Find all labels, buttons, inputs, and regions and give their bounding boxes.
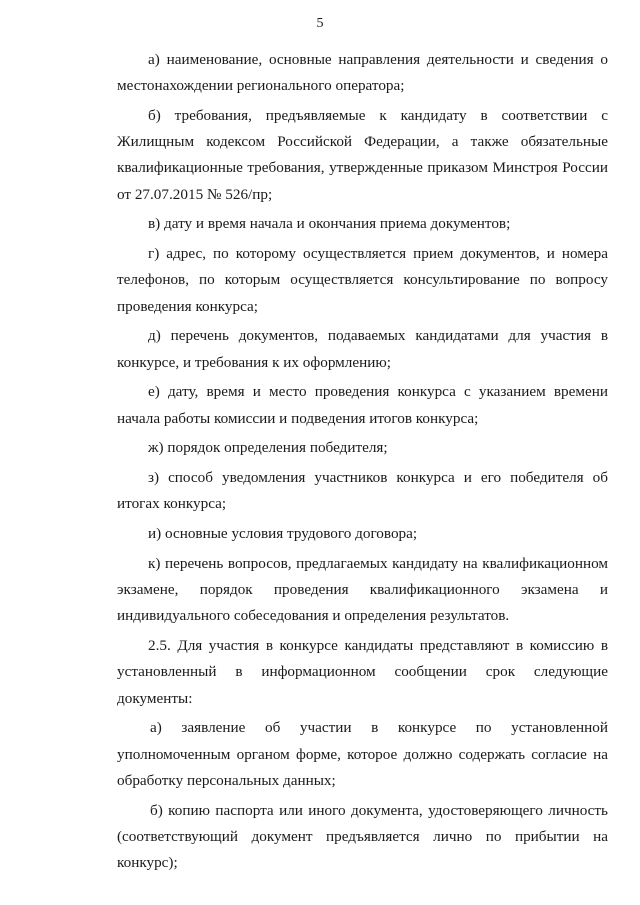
- page-number: 5: [316, 16, 324, 31]
- paragraph-section-2-5: 2.5. Для участия в конкурсе кандидаты представляют в комиссию в установленный в информационном сообщении срок следующие документы:: [117, 637, 608, 707]
- paragraph-item-d-documents-list: д) перечень документов, подаваемых кандидатами для участия в конкурсе, и требования к их оформлению;: [117, 327, 608, 371]
- document-body: [117, 47, 608, 880]
- paragraph-item-zh-winner-procedure: ж) порядок определения победителя;: [148, 439, 388, 457]
- paragraph-item-i-contract-terms: и) основные условия трудового договора;: [148, 525, 418, 543]
- paragraph-item-e-contest-time: е) дату, время и место проведения конкурса с указанием времени начала работы комиссии и подведения итогов конкурса;: [117, 383, 608, 427]
- paragraph-item-g-address: г) адрес, по которому осуществляется прием документов, и номера телефонов, по которым осуществляется консультирование по вопросу проведения конкурса;: [117, 245, 608, 315]
- paragraph-item-v-dates: в) дату и время начала и окончания приема документов;: [148, 215, 511, 233]
- paragraph-doc-a-application: а) заявление об участии в конкурсе по установленной уполномоченным органом форме, которое должно содержать согласие на обработку персональных данных;: [117, 719, 608, 789]
- paragraph-doc-b-passport: б) копию паспорта или иного документа, удостоверяющего личность (соответствующий документ предъявляется лично по прибытии на конкурс);: [117, 801, 608, 872]
- paragraph-item-a-operator-info: а) наименование, основные направления деятельности и сведения о местонахождении регионального оператора;: [117, 51, 608, 95]
- paragraph-item-b-requirements: б) требования, предъявляемые к кандидату в соответствии с Жилищным кодексом Российской Федерации, а также обязательные квалификационные требования, утвержденные приказом Минстроя России от 27.07.2015 № 526/пр;: [117, 107, 608, 203]
- paragraph-item-k-exam-questions: к) перечень вопросов, предлагаемых кандидату на квалификационном экзамене, порядок проведения квалификационного экзамена и индивидуального собеседования и определения результатов.: [117, 555, 608, 625]
- paragraph-item-z-notification: з) способ уведомления участников конкурса и его победителя об итогах конкурса;: [117, 469, 608, 513]
